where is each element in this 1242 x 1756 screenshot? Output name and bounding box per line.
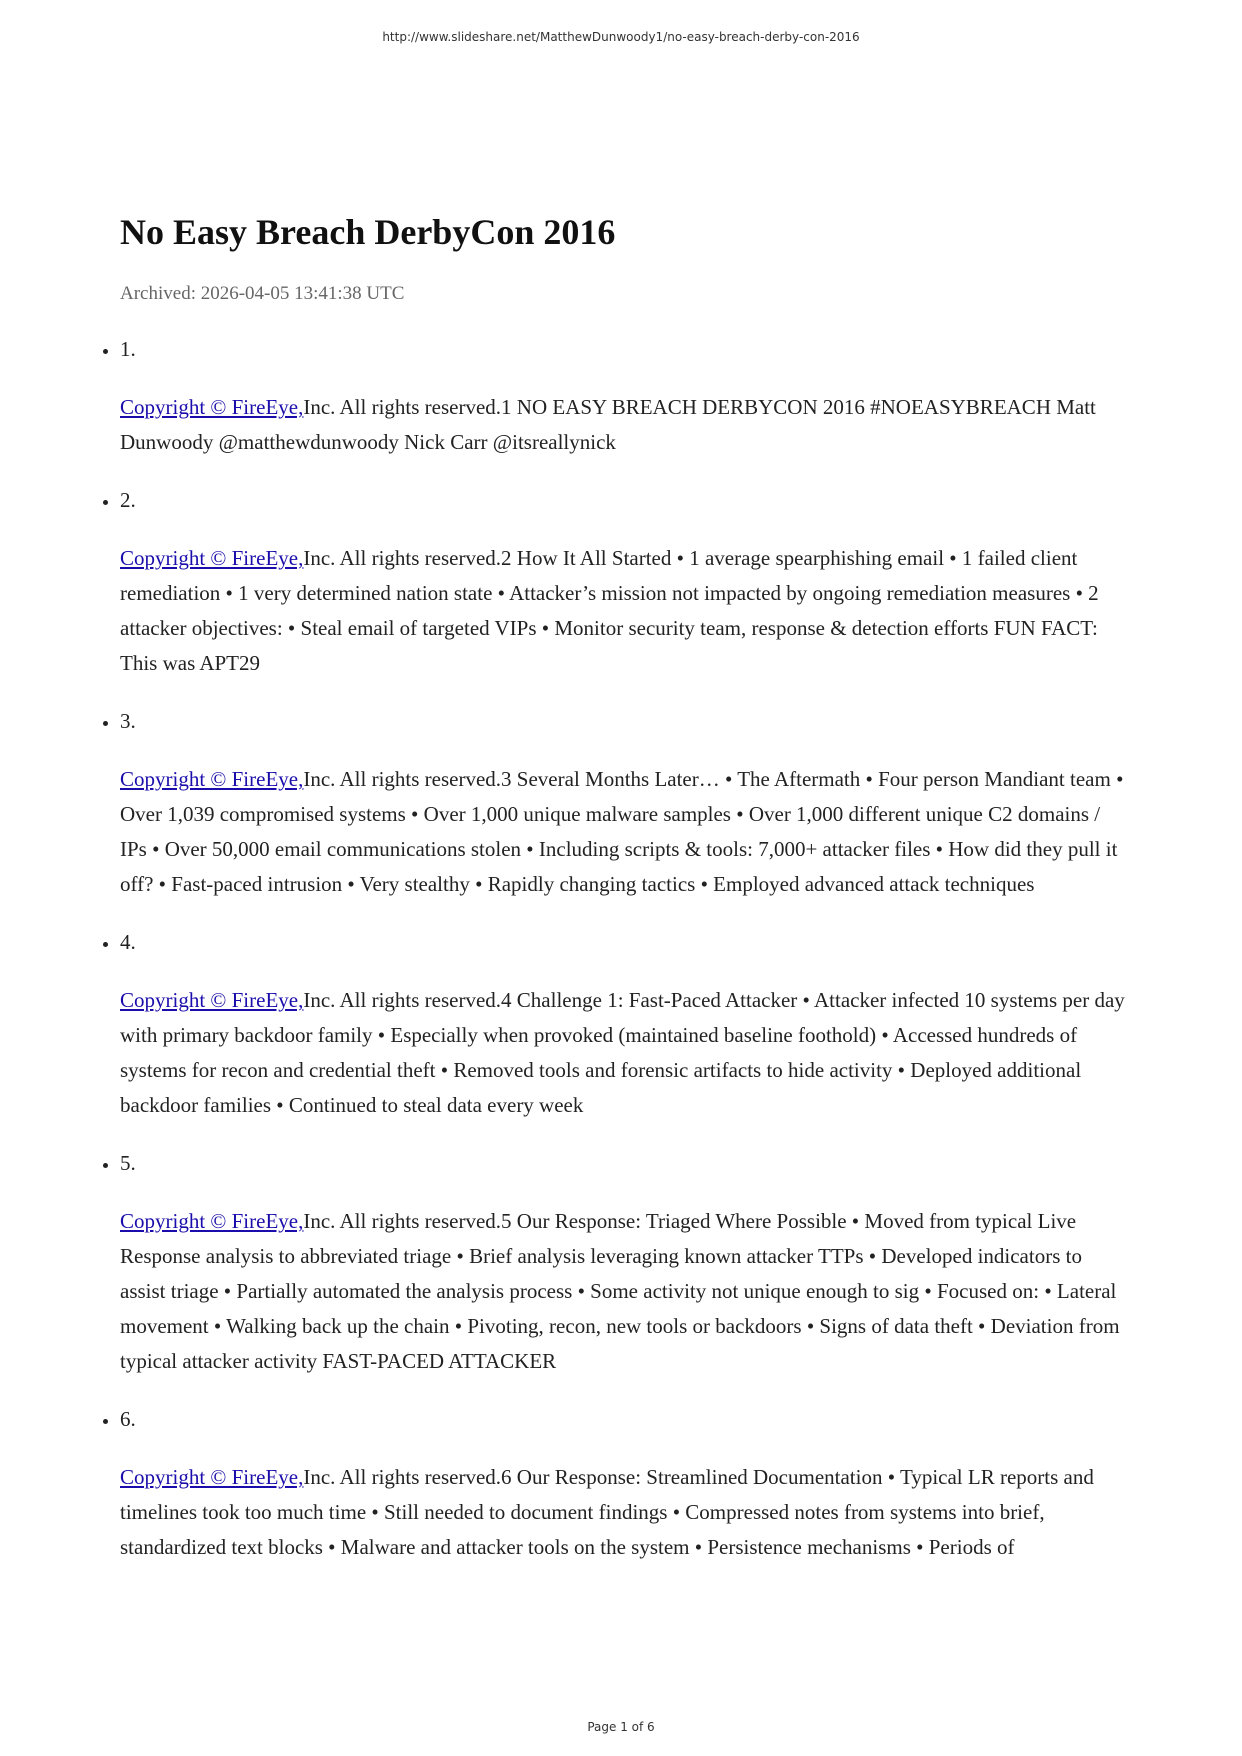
slide-text	[120, 762, 1130, 902]
copyright-link[interactable]: Copyright © FireEye,	[120, 395, 304, 419]
slide-number: • 3.	[120, 709, 136, 733]
copyright-link[interactable]: Copyright © FireEye,	[120, 546, 304, 570]
slide-text	[120, 1460, 1130, 1565]
list-item	[120, 925, 1130, 1123]
list-item	[120, 704, 1130, 902]
copyright-link[interactable]: Copyright © FireEye,	[120, 988, 304, 1012]
slide-text	[120, 541, 1130, 681]
slide-content: Inc. All rights reserved.2 How It All Started • 1 average spearphishing email • 1 failed client remediation • 1 very determined nation state • Attacker’s mission not impacted by ongoing remediation measures • 2 attacker objectives: • Steal email of targeted VIPs • Monitor security team, response & detection efforts FUN FACT: This was APT29	[120, 546, 1099, 675]
slide-content: Inc. All rights reserved.6 Our Response: Streamlined Documentation • Typical LR reports and timelines took too much time • Still needed to document findings • Compressed notes from systems into brief, standardized text blocks • Malware and attacker tools on the system • Persistence mechanisms • Periods of	[120, 1465, 1094, 1559]
slide-text	[120, 390, 1130, 460]
source-url: http://www.slideshare.net/MatthewDunwoody1/no-easy-breach-derby-con-2016	[382, 30, 860, 44]
copyright-link[interactable]: Copyright © FireEye,	[120, 1465, 304, 1489]
slide-content: Inc. All rights reserved.1 NO EASY BREACH DERBYCON 2016 #NOEASYBREACH Matt Dunwoody @matthewdunwoody Nick Carr @itsreallynick	[120, 395, 1096, 454]
slide-text	[120, 1204, 1130, 1379]
list-item	[120, 332, 1130, 460]
slide-number: • 5.	[120, 1151, 136, 1175]
slide-content: Inc. All rights reserved.5 Our Response: Triaged Where Possible • Moved from typical Live Response analysis to abbreviated triage • Brief analysis leveraging known attacker TTPs • Developed indicators to assist triage • Partially automated the analysis process • Some activity not unique enough to sig • Focused on: • Lateral movement • Walking back up the chain • Pivoting, recon, new tools or backdoors • Signs of data theft • Deviation from typical attacker activity FAST-PACED ATTACKER	[120, 1209, 1120, 1373]
slide-list	[120, 332, 1130, 1565]
archived-timestamp: Archived: 2026-04-05 13:41:38 UTC	[120, 283, 405, 304]
slide-number: • 4.	[120, 930, 136, 954]
slide-number: • 1.	[120, 337, 136, 361]
document-content	[120, 210, 1130, 1588]
copyright-link[interactable]: Copyright © FireEye,	[120, 767, 304, 791]
slide-content: Inc. All rights reserved.3 Several Months Later… • The Aftermath • Four person Mandiant team • Over 1,039 compromised systems • Over 1,000 unique malware samples • Over 1,000 different unique C2 domains / IPs • Over 50,000 email communications stolen • Including scripts & tools: 7,000+ attacker files • How did they pull it off? • Fast-paced intrusion • Very stealthy • Rapidly changing tactics • Employed advanced attack techniques	[120, 767, 1124, 896]
list-item	[120, 483, 1130, 681]
list-item	[120, 1146, 1130, 1379]
slide-number: • 2.	[120, 488, 136, 512]
slide-number: • 6.	[120, 1407, 136, 1431]
page-title: No Easy Breach DerbyCon 2016	[120, 212, 616, 252]
copyright-link[interactable]: Copyright © FireEye,	[120, 1209, 304, 1233]
list-item	[120, 1402, 1130, 1565]
slide-text	[120, 983, 1130, 1123]
slide-content: Inc. All rights reserved.4 Challenge 1: Fast-Paced Attacker • Attacker infected 10 systems per day with primary backdoor family • Especially when provoked (maintained baseline foothold) • Accessed hundreds of systems for recon and credential theft • Removed tools and forensic artifacts to hide activity • Deployed additional backdoor families • Continued to steal data every week	[120, 988, 1125, 1117]
page-number: Page 1 of 6	[587, 1720, 655, 1734]
